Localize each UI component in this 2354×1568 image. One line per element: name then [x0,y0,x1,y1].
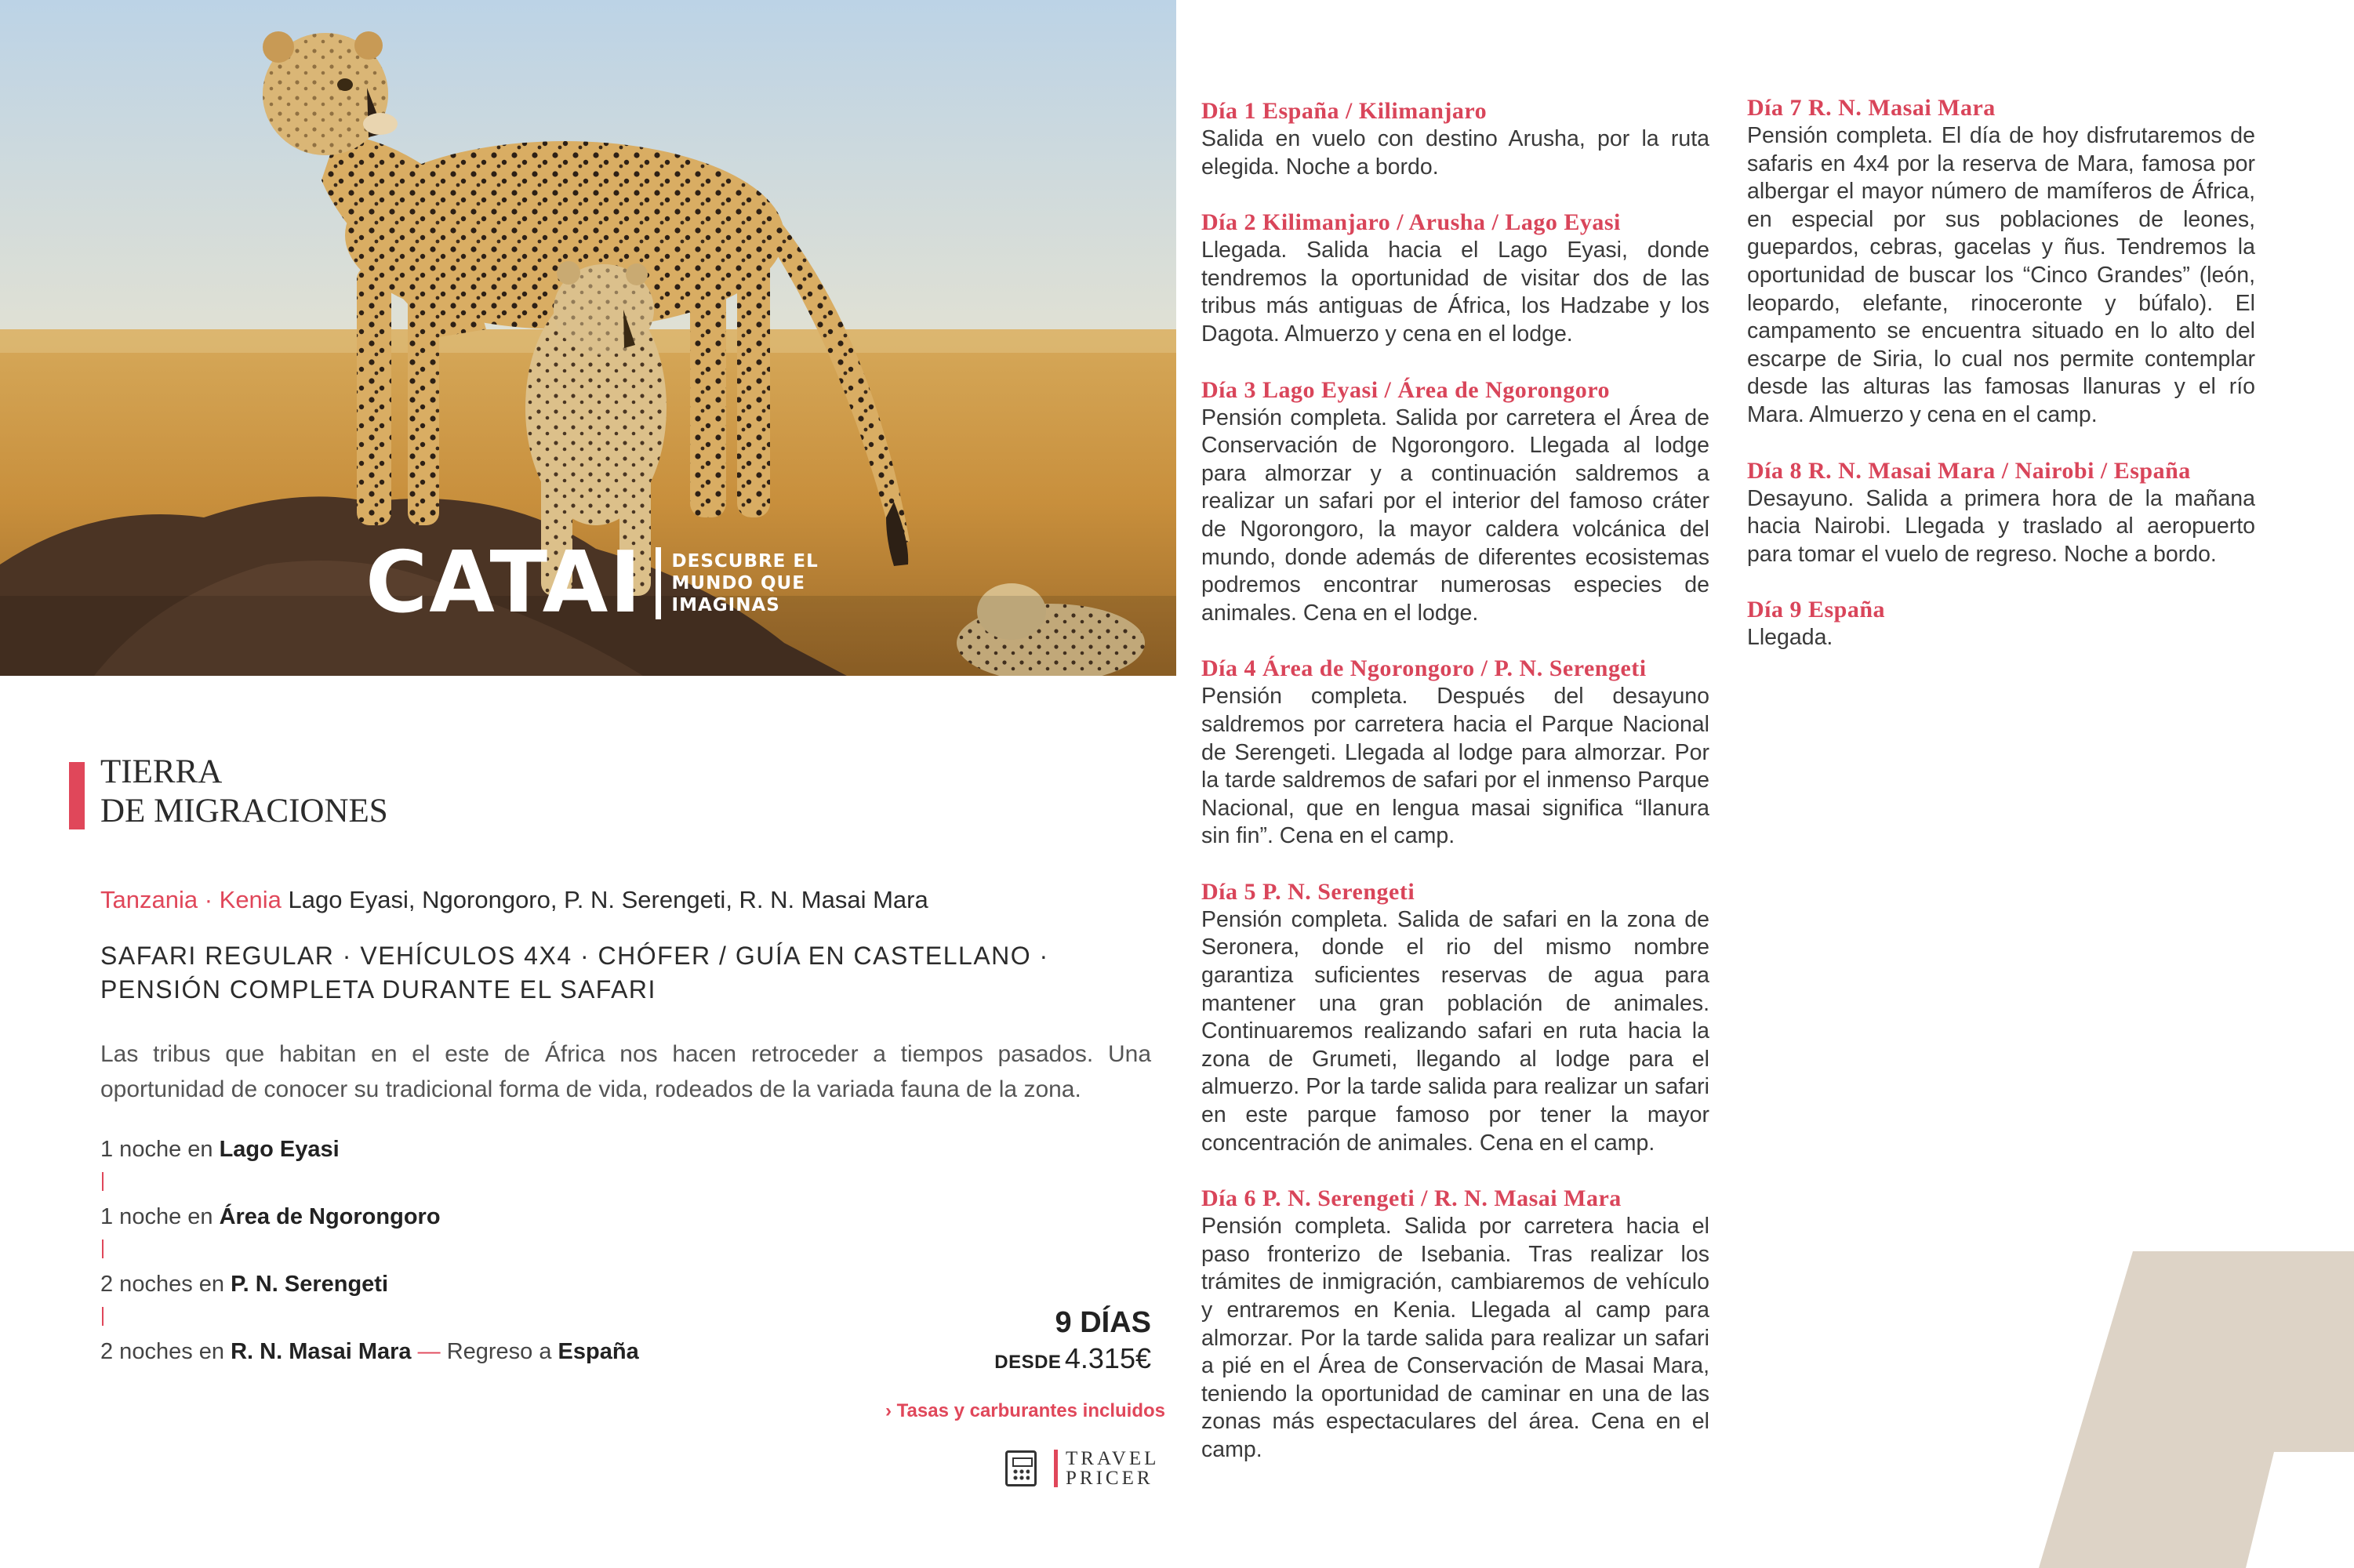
day-title: Día 7 R. N. Masai Mara [1747,95,1996,121]
day-title: Día 2 Kilimanjaro / Arusha / Lago Eyasi [1201,209,1621,236]
day-description: Pensión completa. Salida por carretera el Área de Conservación de Ngorongoro. Llegada al lodge para almorzar y a continuación saldremos a realizar un safari por el interior del famoso cráter de Ngorongoro, la mayor caldera volcánica del mundo, donde además de diferentes ecosistemas podremos encontrar numerosas especies de animales. Cena en el lodge. [1201,405,1709,626]
trip-features: SAFARI REGULAR · VEHÍCULOS 4X4 · CHÓFER / GUÍA EN CASTELLANO · PENSIÓN COMPLETA DURANTE EL SAFARI [100,942,1049,1004]
itinerary-day [1201,209,1709,348]
itinerary-day [1201,376,1709,628]
day-description: Llegada. [1747,625,1833,651]
title-accent-bar [69,762,85,829]
nights-item: 1 noche en Área de Ngorongoro [100,1204,441,1229]
nights-connector [102,1240,104,1258]
day-description: Salida en vuelo con destino Arusha, por la ruta elegida. Noche a bordo. [1201,126,1709,180]
page-title: TIERRA DE MIGRACIONES [100,753,388,829]
day-title: Día 8 R. N. Masai Mara / Nairobi / España [1747,457,2191,484]
day-title: Día 1 España / Kilimanjaro [1201,98,1488,124]
travel-pricer-logo: TRAVEL PRICER [1005,1449,1159,1488]
brand-name: CATAI [365,534,643,632]
itinerary-day [1747,457,2255,569]
hero-image [0,0,1176,676]
nights-item: 2 noches en R. N. Masai Mara — Regreso a España [100,1339,639,1364]
nights-list [100,1135,728,1366]
day-description: Pensión completa. Después del desayuno saldremos por carretera hacia el Parque Nacional de Serengeti. Llegada al lodge para almorzar. Por la tarde saldremos de safari por el inmenso Parque Nacional, que en lengua masai significa “llanura sin fin”. Cena en el camp. [1201,684,1709,849]
itinerary-day [1201,1185,1709,1464]
taxes-link[interactable]: › Tasas y carburantes incluidos [885,1400,1165,1421]
itinerary-column-1 [1201,97,1709,1492]
route-places: Lago Eyasi, Ngorongoro, P. N. Serengeti, R. N. Masai Mara [281,886,928,913]
itinerary-day [1201,655,1709,851]
trip-price [994,1342,1151,1375]
day-description: Pensión completa. El día de hoy disfrutaremos de safaris en 4x4 por la reserva de Mara, famosa por albergar el mayor número de mamíferos de África, en especial por sus poblaciones de leones, guepardos, cebras, gacelas y ñus. Tendremos la oportunidad de buscar los “Cinco Grandes” (león, leopardo, elefante, rinoceronte y búfalo). El campamento se encuentra situado en lo alto del escarpe de Siria, lo cual nos permite contemplar desde las alturas las famosas llanuras y el río Mara. Almuerzo y cena en el camp. [1747,123,2255,427]
day-title: Día 9 España [1747,597,1886,623]
decorative-shape [2039,1251,2354,1568]
trip-duration: 9 DÍAS [1055,1306,1151,1339]
nights-item: 1 noche en Lago Eyasi [100,1137,340,1162]
calculator-icon [1005,1450,1037,1486]
price-amount: 4.315€ [1064,1342,1151,1374]
route-line [100,886,928,914]
brand-separator [656,547,661,619]
day-description: Pensión completa. Salida por carretera hacia el paso fronterizo de Isebania. Tras realizar los trámites de inmigración, cambiaremos de vehículo y entraremos en Kenia. Llegada al camp para almorzar. Por la tarde salida para realizar un safari a pié en el Área de Conservación de Masai Mara, teniendo la oportunidad de caminar en una de las zonas más espectaculares del área. Cena en el camp. [1201,1214,1709,1462]
nights-connector [102,1307,104,1326]
day-title: Día 3 Lago Eyasi / Área de Ngorongoro [1201,376,1611,403]
catai-logo [365,534,819,632]
itinerary-day [1201,878,1709,1157]
day-description: Pensión completa. Salida de safari en la zona de Seronera, donde el rio del mismo nombre garantiza suficientes reservas de agua para mantener una gran población de animales. Continuaremos realizando safari en ruta hacia la zona de Grumeti, llegando al lodge para el almuerzo. Por la tarde salida para realizar un safari en este parque famoso por tener la mayor concentración de animales. Cena en el camp. [1201,906,1709,1156]
day-description: Desayuno. Salida a primera hora de la mañana hacia Nairobi. Llegada y traslado al aeropuerto para tomar el vuelo de regreso. Noche a bordo. [1747,485,2255,567]
pricer-accent-bar [1054,1450,1058,1487]
day-description: Llegada. Salida hacia el Lago Eyasi, donde tendremos la oportunidad de visitar dos de las tribus más antiguas de África, los Hadzabe y los Dagota. Almuerzo y cena en el lodge. [1201,238,1709,347]
nights-item: 2 noches en P. N. Serengeti [100,1272,389,1297]
itinerary-column-2 [1747,94,2255,680]
itinerary-day [1747,94,2255,430]
itinerary-day [1201,97,1709,181]
trip-intro: Las tribus que habitan en el este de África nos hacen retroceder a tiempos pasados. Una oportunidad de conocer su tradicional forma de vida, rodeados de la variada fauna de la zona. [100,1041,1151,1102]
day-title: Día 6 P. N. Serengeti / R. N. Masai Mara [1201,1185,1622,1212]
price-from-label: DESDE [994,1352,1062,1373]
itinerary-day [1747,596,2255,652]
day-title: Día 4 Área de Ngorongoro / P. N. Serengeti [1201,655,1647,682]
day-title: Día 5 P. N. Serengeti [1201,878,1415,905]
route-countries: Tanzania · Kenia [100,886,282,913]
brand-tagline: DESCUBRE EL MUNDO QUE IMAGINAS [671,551,819,615]
nights-connector [102,1172,104,1191]
